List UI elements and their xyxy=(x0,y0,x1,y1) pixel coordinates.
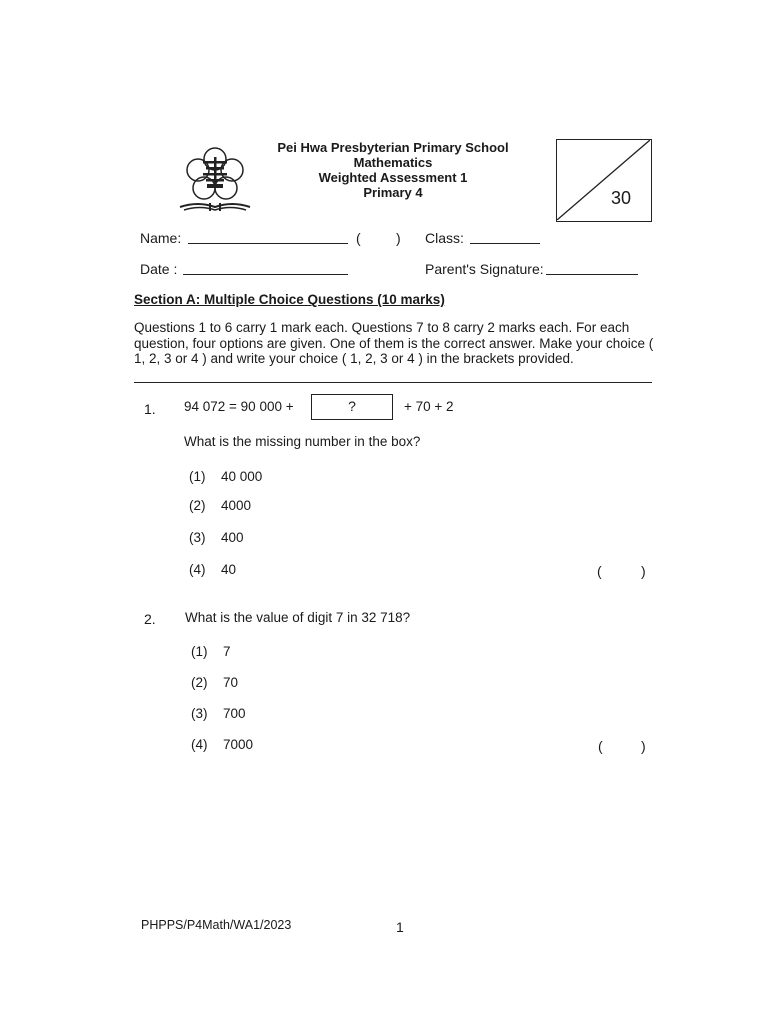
question-2-answer-open: ( xyxy=(598,738,603,754)
question-1-answer-close: ) xyxy=(641,563,646,579)
subject: Mathematics xyxy=(353,155,433,170)
option-value: 70 xyxy=(223,675,239,690)
option-label: (1) xyxy=(189,469,206,484)
option-value: 7000 xyxy=(223,737,254,752)
question-1-option-4 xyxy=(189,562,236,577)
question-1-answer-field[interactable] xyxy=(606,562,638,580)
option-value: 40 xyxy=(221,562,237,577)
question-2-text: What is the value of digit 7 in 32 718? xyxy=(185,610,411,625)
question-2-answer-close: ) xyxy=(641,738,646,754)
option-value: 700 xyxy=(223,706,246,721)
date-label: Date : xyxy=(140,261,178,277)
question-1-text: What is the missing number in the box? xyxy=(184,434,421,449)
index-open: ( xyxy=(356,230,361,246)
total-marks: 30 xyxy=(610,188,631,208)
class-label: Class: xyxy=(425,230,464,246)
question-2-answer-field[interactable] xyxy=(607,737,639,755)
school-heading xyxy=(262,140,524,200)
school-name: Pei Hwa Presbyterian Primary School xyxy=(277,140,509,155)
name-label: Name: xyxy=(140,230,182,246)
signature-label: Parent's Signature: xyxy=(425,261,544,277)
instructions: Questions 1 to 6 carry 1 mark each. Questions 7 to 8 carry 2 marks each. For each question, four options are given. One of them is the correct answer. Make your choice ( 1, 2, 3 or 4 ) and write your choice ( 1, 2, 3 or 4 ) in the brackets provided. xyxy=(134,320,654,366)
question-2-option-3 xyxy=(191,706,246,721)
option-label: (4) xyxy=(189,562,206,577)
name-row xyxy=(140,230,181,246)
option-label: (2) xyxy=(189,498,206,513)
school-logo xyxy=(176,143,254,215)
divider xyxy=(134,382,652,383)
index-close: ) xyxy=(396,230,401,246)
section-title: Section A: Multiple Choice Questions (10 marks) xyxy=(134,292,445,307)
question-2-option-4 xyxy=(191,737,253,752)
question-2-option-1 xyxy=(191,644,231,659)
question-2-number: 2. xyxy=(144,611,156,627)
signature-field[interactable] xyxy=(546,263,638,275)
index-number-field[interactable] xyxy=(366,230,392,246)
question-1-number: 1. xyxy=(144,401,156,417)
score-box xyxy=(556,139,652,222)
option-value: 7 xyxy=(223,644,231,659)
level: Primary 4 xyxy=(363,185,423,200)
question-1-box-symbol: ? xyxy=(348,398,356,414)
question-1-equation-right: + 70 + 2 xyxy=(404,399,454,414)
question-1-missing-box xyxy=(311,394,393,420)
footer-code: PHPPS/P4Math/WA1/2023 xyxy=(141,918,292,932)
question-1-option-1 xyxy=(189,469,262,484)
option-label: (3) xyxy=(191,706,208,721)
question-2-option-2 xyxy=(191,675,238,690)
option-value: 4000 xyxy=(221,498,252,513)
question-1-option-2 xyxy=(189,498,251,513)
question-1-option-3 xyxy=(189,530,244,545)
option-value: 400 xyxy=(221,530,244,545)
option-label: (1) xyxy=(191,644,208,659)
question-1-equation-left: 94 072 = 90 000 + xyxy=(184,399,294,414)
assessment-title: Weighted Assessment 1 xyxy=(318,170,468,185)
page-number: 1 xyxy=(396,919,404,935)
question-1-answer-open: ( xyxy=(597,563,602,579)
option-label: (2) xyxy=(191,675,208,690)
class-field[interactable] xyxy=(470,232,540,244)
option-value: 40 000 xyxy=(221,469,263,484)
option-label: (3) xyxy=(189,530,206,545)
name-field[interactable] xyxy=(188,232,348,244)
option-label: (4) xyxy=(191,737,208,752)
date-field[interactable] xyxy=(183,263,348,275)
